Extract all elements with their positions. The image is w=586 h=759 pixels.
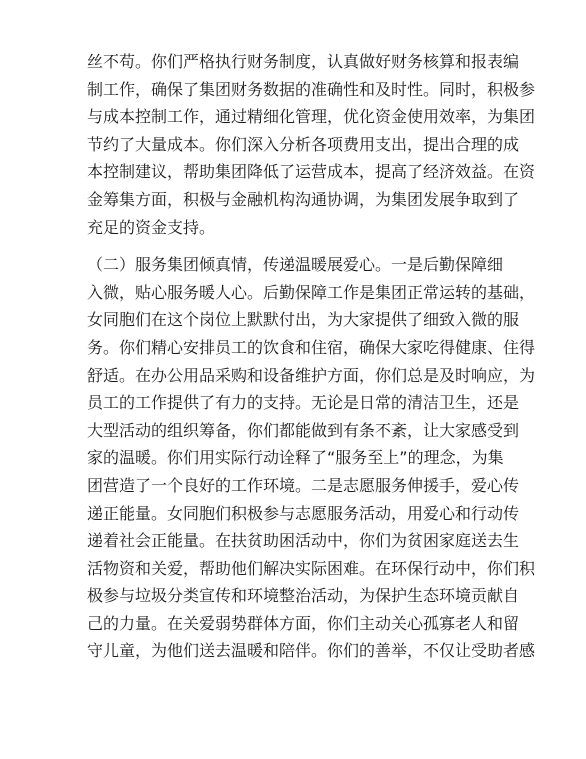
- paragraph-spacer: [87, 241, 511, 251]
- document-body: [87, 48, 536, 665]
- paragraph-finance: [87, 48, 536, 241]
- text-line: 充足的资金支持。: [87, 217, 216, 237]
- text-line: 极参与垃圾分类宣传和环境整治活动，为保护生态环境贡献自: [87, 586, 520, 606]
- text-line: 务。你们精心安排员工的饮食和住宿，确保大家吃得健康、住得: [87, 337, 536, 357]
- paragraph-service: [87, 251, 536, 665]
- text-line: 节约了大量成本。你们深入分析各项费用支出，提出合理的成: [87, 134, 520, 154]
- text-line: 本控制建议，帮助集团降低了运营成本，提高了经济效益。在资: [87, 162, 536, 182]
- text-line: 活物资和关爱，帮助他们解决实际困难。在环保行动中，你们积: [87, 558, 536, 578]
- text-line: 大型活动的组织筹备，你们都能做到有条不紊，让大家感受到: [87, 420, 520, 440]
- text-line: （二）服务集团倾真情，传递温暖展爱心。一是后勤保障细: [87, 255, 504, 275]
- text-line: 己的力量。在关爱弱势群体方面，你们主动关心孤寡老人和留: [87, 613, 520, 633]
- text-line: 入微，贴心服务暖人心。后勤保障工作是集团正常运转的基础，: [87, 282, 536, 302]
- text-line: 守儿童，为他们送去温暖和陪伴。你们的善举，不仅让受助者感: [87, 641, 536, 661]
- text-line: 与成本控制工作，通过精细化管理，优化资金使用效率，为集团: [87, 107, 536, 127]
- text-line: 家的温暖。你们用实际行动诠释了“服务至上”的理念，为集: [87, 448, 504, 468]
- text-line: 舒适。在办公用品采购和设备维护方面，你们总是及时响应，为: [87, 365, 536, 385]
- text-line: 制工作，确保了集团财务数据的准确性和及时性。同时，积极参: [87, 79, 536, 99]
- text-line: 递着社会正能量。在扶贫助困活动中，你们为贫困家庭送去生: [87, 531, 520, 551]
- text-line: 丝不苟。你们严格执行财务制度，认真做好财务核算和报表编: [87, 52, 520, 71]
- text-line: 金筹集方面，积极与金融机构沟通协调，为集团发展争取到了: [87, 189, 520, 209]
- text-line: 员工的工作提供了有力的支持。无论是日常的清洁卫生，还是: [87, 393, 520, 413]
- text-line: 女同胞们在这个岗位上默默付出，为大家提供了细致入微的服: [87, 310, 520, 330]
- text-line: 团营造了一个良好的工作环境。二是志愿服务伸援手，爱心传: [87, 475, 520, 495]
- text-line: 递正能量。女同胞们积极参与志愿服务活动，用爱心和行动传: [87, 503, 520, 523]
